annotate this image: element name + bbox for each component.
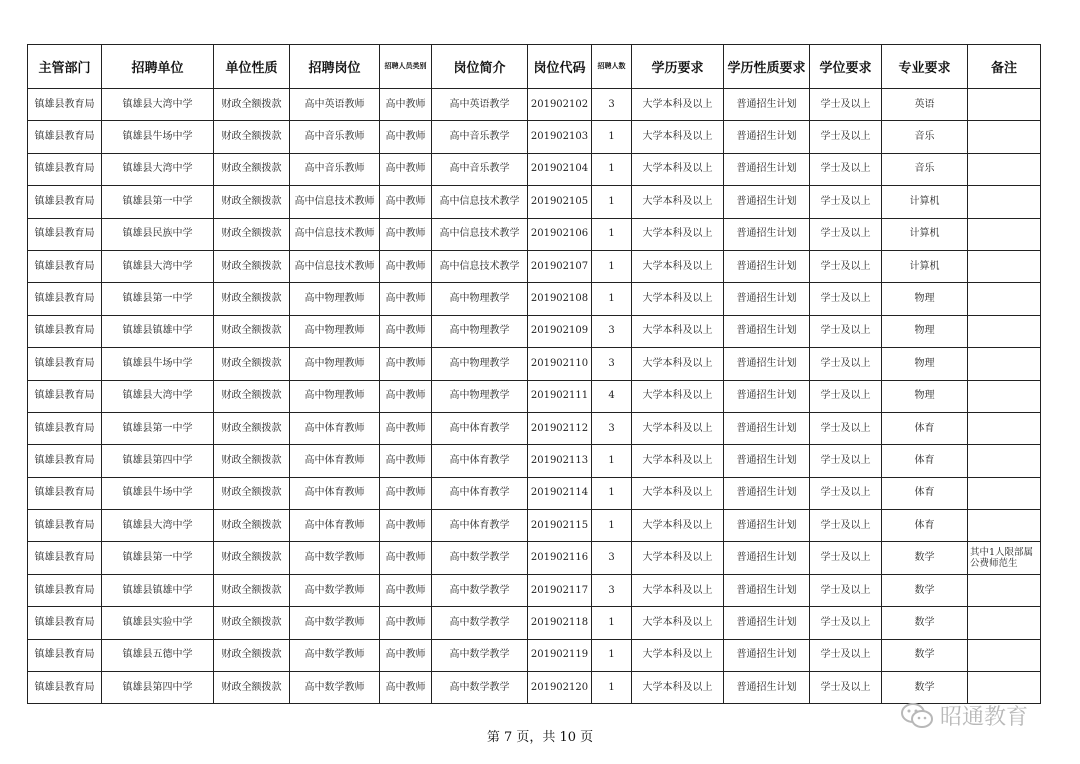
table-cell: 高中信息技术教学 <box>432 250 528 282</box>
table-cell: 高中教师 <box>380 380 432 412</box>
table-cell: 学士及以上 <box>810 250 882 282</box>
column-header: 招聘人数 <box>592 45 632 89</box>
table-cell <box>968 186 1041 218</box>
column-header: 专业要求 <box>882 45 968 89</box>
table-cell: 体育 <box>882 510 968 542</box>
table-cell: 201902120 <box>528 672 592 704</box>
column-header: 岗位简介 <box>432 45 528 89</box>
table-cell: 财政全额拨款 <box>214 186 290 218</box>
table-cell: 财政全额拨款 <box>214 89 290 121</box>
table-cell: 财政全额拨款 <box>214 121 290 153</box>
table-cell: 201902103 <box>528 121 592 153</box>
table-cell: 镇雄县大湾中学 <box>102 89 214 121</box>
table-cell: 镇雄县第一中学 <box>102 542 214 574</box>
table-cell <box>968 607 1041 639</box>
table-cell: 财政全额拨款 <box>214 153 290 185</box>
table-cell: 财政全额拨款 <box>214 477 290 509</box>
table-cell: 高中教师 <box>380 121 432 153</box>
table-cell: 普通招生计划 <box>724 315 810 347</box>
table-cell: 体育 <box>882 445 968 477</box>
table-cell <box>968 477 1041 509</box>
table-cell: 镇雄县第四中学 <box>102 672 214 704</box>
table-cell: 高中音乐教学 <box>432 153 528 185</box>
table-cell: 3 <box>592 89 632 121</box>
table-cell: 计算机 <box>882 250 968 282</box>
table-cell: 高中数学教师 <box>290 639 380 671</box>
table-cell: 普通招生计划 <box>724 380 810 412</box>
table-cell: 学士及以上 <box>810 445 882 477</box>
table-cell <box>968 639 1041 671</box>
table-cell: 普通招生计划 <box>724 412 810 444</box>
table-cell: 学士及以上 <box>810 607 882 639</box>
table-cell: 201902109 <box>528 315 592 347</box>
table-cell: 201902113 <box>528 445 592 477</box>
table-cell: 201902118 <box>528 607 592 639</box>
table-row <box>28 348 1041 380</box>
table-cell: 财政全额拨款 <box>214 574 290 606</box>
table-cell: 高中教师 <box>380 639 432 671</box>
table-cell <box>968 348 1041 380</box>
table-cell: 高中教师 <box>380 283 432 315</box>
table-cell: 普通招生计划 <box>724 607 810 639</box>
table-cell: 镇雄县大湾中学 <box>102 153 214 185</box>
table-cell: 大学本科及以上 <box>632 121 724 153</box>
table-cell: 201902117 <box>528 574 592 606</box>
table-cell: 高中教师 <box>380 542 432 574</box>
table-cell: 大学本科及以上 <box>632 607 724 639</box>
wechat-icon <box>900 702 934 730</box>
table-cell: 镇雄县教育局 <box>28 153 102 185</box>
table-cell: 镇雄县第一中学 <box>102 186 214 218</box>
table-cell: 普通招生计划 <box>724 445 810 477</box>
table-cell: 大学本科及以上 <box>632 153 724 185</box>
table-cell: 普通招生计划 <box>724 510 810 542</box>
table-cell: 高中数学教师 <box>290 672 380 704</box>
table-cell: 镇雄县实验中学 <box>102 607 214 639</box>
table-cell: 音乐 <box>882 153 968 185</box>
table-row <box>28 250 1041 282</box>
table-cell: 1 <box>592 477 632 509</box>
table-row <box>28 639 1041 671</box>
table-cell <box>968 153 1041 185</box>
table-cell: 镇雄县教育局 <box>28 89 102 121</box>
table-cell: 英语 <box>882 89 968 121</box>
table-cell: 大学本科及以上 <box>632 218 724 250</box>
column-header: 招聘单位 <box>102 45 214 89</box>
table-cell: 镇雄县教育局 <box>28 380 102 412</box>
table-cell: 201902112 <box>528 412 592 444</box>
table-cell: 镇雄县教育局 <box>28 607 102 639</box>
table-cell: 镇雄县镇雄中学 <box>102 574 214 606</box>
table-cell: 镇雄县第一中学 <box>102 412 214 444</box>
table-cell: 学士及以上 <box>810 477 882 509</box>
table-cell: 1 <box>592 153 632 185</box>
table-cell <box>968 250 1041 282</box>
table-cell: 镇雄县大湾中学 <box>102 510 214 542</box>
table-cell <box>968 315 1041 347</box>
table-cell: 1 <box>592 672 632 704</box>
table-cell: 3 <box>592 348 632 380</box>
table-cell: 3 <box>592 315 632 347</box>
table-cell: 财政全额拨款 <box>214 315 290 347</box>
table-row <box>28 510 1041 542</box>
table-cell: 普通招生计划 <box>724 153 810 185</box>
table-cell: 201902114 <box>528 477 592 509</box>
table-cell: 高中物理教学 <box>432 315 528 347</box>
table-cell: 学士及以上 <box>810 542 882 574</box>
table-cell <box>968 121 1041 153</box>
table-row <box>28 89 1041 121</box>
table-cell: 高中英语教师 <box>290 89 380 121</box>
table-cell: 高中教师 <box>380 348 432 380</box>
table-cell: 数学 <box>882 639 968 671</box>
table-cell: 高中体育教师 <box>290 510 380 542</box>
table-row <box>28 218 1041 250</box>
table-cell: 大学本科及以上 <box>632 89 724 121</box>
table-cell: 物理 <box>882 380 968 412</box>
table-cell: 学士及以上 <box>810 315 882 347</box>
table-row <box>28 607 1041 639</box>
table-row <box>28 121 1041 153</box>
table-cell: 财政全额拨款 <box>214 445 290 477</box>
table-cell <box>968 445 1041 477</box>
watermark-text: 昭通教育 <box>940 705 1029 730</box>
table-cell: 201902119 <box>528 639 592 671</box>
table-cell: 数学 <box>882 574 968 606</box>
table-cell: 高中教师 <box>380 412 432 444</box>
table-cell: 高中音乐教师 <box>290 153 380 185</box>
table-cell: 镇雄县大湾中学 <box>102 250 214 282</box>
table-cell: 大学本科及以上 <box>632 542 724 574</box>
table-cell: 高中数学教学 <box>432 574 528 606</box>
table-cell: 财政全额拨款 <box>214 672 290 704</box>
table-cell: 大学本科及以上 <box>632 250 724 282</box>
table-cell: 镇雄县教育局 <box>28 542 102 574</box>
recruitment-table-sheet <box>27 44 1040 704</box>
table-cell <box>968 380 1041 412</box>
table-cell: 镇雄县教育局 <box>28 315 102 347</box>
table-cell: 1 <box>592 510 632 542</box>
table-row <box>28 186 1041 218</box>
table-cell: 201902105 <box>528 186 592 218</box>
table-cell: 高中信息技术教学 <box>432 186 528 218</box>
table-cell: 高中教师 <box>380 672 432 704</box>
table-cell: 201902116 <box>528 542 592 574</box>
table-cell: 计算机 <box>882 186 968 218</box>
table-cell: 镇雄县牛场中学 <box>102 348 214 380</box>
table-cell: 学士及以上 <box>810 153 882 185</box>
page-footer: 第 7 页，共 10 页 <box>486 730 594 745</box>
table-cell: 学士及以上 <box>810 283 882 315</box>
table-row <box>28 477 1041 509</box>
table-cell: 学士及以上 <box>810 380 882 412</box>
table-cell: 普通招生计划 <box>724 121 810 153</box>
table-row <box>28 315 1041 347</box>
table-cell: 学士及以上 <box>810 639 882 671</box>
table-cell: 财政全额拨款 <box>214 283 290 315</box>
table-cell: 高中音乐教学 <box>432 121 528 153</box>
table-cell: 镇雄县教育局 <box>28 445 102 477</box>
table-cell: 4 <box>592 380 632 412</box>
table-cell: 镇雄县牛场中学 <box>102 121 214 153</box>
table-cell: 学士及以上 <box>810 89 882 121</box>
table-cell: 镇雄县教育局 <box>28 477 102 509</box>
table-cell <box>968 510 1041 542</box>
table-cell <box>968 89 1041 121</box>
table-cell: 镇雄县教育局 <box>28 510 102 542</box>
table-cell: 高中教师 <box>380 574 432 606</box>
table-cell: 大学本科及以上 <box>632 445 724 477</box>
table-cell: 普通招生计划 <box>724 477 810 509</box>
table-row <box>28 542 1041 574</box>
table-cell: 物理 <box>882 348 968 380</box>
table-cell: 201902108 <box>528 283 592 315</box>
table-row <box>28 445 1041 477</box>
table-cell: 学士及以上 <box>810 218 882 250</box>
table-cell: 201902107 <box>528 250 592 282</box>
table-cell: 高中教师 <box>380 89 432 121</box>
column-header: 学历要求 <box>632 45 724 89</box>
table-cell: 大学本科及以上 <box>632 412 724 444</box>
table-cell: 普通招生计划 <box>724 542 810 574</box>
table-row <box>28 672 1041 704</box>
table-cell: 普通招生计划 <box>724 672 810 704</box>
table-cell: 财政全额拨款 <box>214 380 290 412</box>
table-cell: 学士及以上 <box>810 672 882 704</box>
table-cell: 普通招生计划 <box>724 639 810 671</box>
table-row <box>28 283 1041 315</box>
table-cell: 普通招生计划 <box>724 574 810 606</box>
table-cell: 高中教师 <box>380 153 432 185</box>
table-cell: 大学本科及以上 <box>632 315 724 347</box>
table-cell: 学士及以上 <box>810 574 882 606</box>
table-cell: 镇雄县大湾中学 <box>102 380 214 412</box>
table-cell: 财政全额拨款 <box>214 218 290 250</box>
table-cell <box>968 574 1041 606</box>
table-cell: 镇雄县牛场中学 <box>102 477 214 509</box>
table-cell: 物理 <box>882 315 968 347</box>
table-row <box>28 153 1041 185</box>
table-cell: 普通招生计划 <box>724 89 810 121</box>
table-cell: 其中1人限部属公费师范生 <box>968 542 1041 574</box>
table-cell: 201902102 <box>528 89 592 121</box>
table-cell <box>968 412 1041 444</box>
table-cell: 高中物理教学 <box>432 348 528 380</box>
table-cell: 1 <box>592 250 632 282</box>
table-cell: 数学 <box>882 542 968 574</box>
table-cell <box>968 218 1041 250</box>
column-header: 招聘人员类别 <box>380 45 432 89</box>
table-cell: 高中数学教学 <box>432 607 528 639</box>
table-cell: 高中体育教师 <box>290 477 380 509</box>
table-cell: 镇雄县教育局 <box>28 250 102 282</box>
table-cell: 镇雄县第一中学 <box>102 283 214 315</box>
table-cell: 3 <box>592 574 632 606</box>
column-header: 招聘岗位 <box>290 45 380 89</box>
table-cell: 财政全额拨款 <box>214 607 290 639</box>
table-cell: 高中体育教学 <box>432 477 528 509</box>
table-cell: 镇雄县教育局 <box>28 672 102 704</box>
table-cell: 1 <box>592 639 632 671</box>
table-cell: 学士及以上 <box>810 412 882 444</box>
table-cell: 镇雄县镇雄中学 <box>102 315 214 347</box>
table-cell: 镇雄县教育局 <box>28 121 102 153</box>
table-cell: 镇雄县民族中学 <box>102 218 214 250</box>
table-cell: 高中数学教师 <box>290 574 380 606</box>
table-cell: 1 <box>592 607 632 639</box>
watermark <box>900 700 1028 731</box>
table-cell: 3 <box>592 412 632 444</box>
table-cell: 高中教师 <box>380 250 432 282</box>
table-cell: 学士及以上 <box>810 510 882 542</box>
table-cell: 高中英语教学 <box>432 89 528 121</box>
table-cell: 高中体育教学 <box>432 445 528 477</box>
table-cell <box>968 283 1041 315</box>
table-cell: 201902104 <box>528 153 592 185</box>
table-cell: 镇雄县教育局 <box>28 283 102 315</box>
table-cell: 高中数学教学 <box>432 639 528 671</box>
table-cell: 1 <box>592 445 632 477</box>
table-cell: 镇雄县教育局 <box>28 218 102 250</box>
table-cell: 数学 <box>882 672 968 704</box>
table-cell: 财政全额拨款 <box>214 412 290 444</box>
table-cell: 镇雄县教育局 <box>28 574 102 606</box>
table-cell: 镇雄县教育局 <box>28 186 102 218</box>
table-cell: 镇雄县教育局 <box>28 412 102 444</box>
table-cell: 高中数学教学 <box>432 542 528 574</box>
table-cell: 1 <box>592 121 632 153</box>
table-cell: 体育 <box>882 477 968 509</box>
table-cell: 普通招生计划 <box>724 348 810 380</box>
table-cell: 镇雄县教育局 <box>28 348 102 380</box>
table-cell: 高中物理教师 <box>290 283 380 315</box>
table-cell: 镇雄县五德中学 <box>102 639 214 671</box>
table-cell: 普通招生计划 <box>724 250 810 282</box>
table-cell: 高中数学教学 <box>432 672 528 704</box>
table-cell: 数学 <box>882 607 968 639</box>
table-cell: 高中信息技术教学 <box>432 218 528 250</box>
table-cell: 高中教师 <box>380 477 432 509</box>
table-cell: 201902111 <box>528 380 592 412</box>
table-cell: 普通招生计划 <box>724 186 810 218</box>
table-cell: 财政全额拨款 <box>214 542 290 574</box>
table-cell: 普通招生计划 <box>724 218 810 250</box>
table-cell: 大学本科及以上 <box>632 348 724 380</box>
column-header: 学位要求 <box>810 45 882 89</box>
table-cell: 财政全额拨款 <box>214 639 290 671</box>
table-body <box>28 89 1041 704</box>
table-cell: 大学本科及以上 <box>632 639 724 671</box>
table-cell: 高中体育教学 <box>432 510 528 542</box>
table-cell: 高中教师 <box>380 315 432 347</box>
table-cell: 201902110 <box>528 348 592 380</box>
table-cell: 高中物理教学 <box>432 380 528 412</box>
table-cell: 高中教师 <box>380 218 432 250</box>
table-cell: 高中物理教师 <box>290 380 380 412</box>
table-cell: 物理 <box>882 283 968 315</box>
table-header <box>28 45 1041 89</box>
table-cell: 镇雄县第四中学 <box>102 445 214 477</box>
table-cell: 大学本科及以上 <box>632 477 724 509</box>
table-cell: 3 <box>592 542 632 574</box>
table-cell: 大学本科及以上 <box>632 574 724 606</box>
table-cell: 201902106 <box>528 218 592 250</box>
table-cell: 高中数学教师 <box>290 607 380 639</box>
table-cell: 1 <box>592 186 632 218</box>
table-cell: 高中物理教师 <box>290 315 380 347</box>
table-cell: 学士及以上 <box>810 121 882 153</box>
table-cell: 高中体育教师 <box>290 445 380 477</box>
table-cell: 高中音乐教师 <box>290 121 380 153</box>
table-cell: 高中体育教学 <box>432 412 528 444</box>
table-cell: 大学本科及以上 <box>632 672 724 704</box>
table-cell: 高中体育教师 <box>290 412 380 444</box>
column-header: 单位性质 <box>214 45 290 89</box>
table-cell: 高中数学教师 <box>290 542 380 574</box>
table-cell: 高中信息技术教师 <box>290 186 380 218</box>
table-cell: 高中物理教师 <box>290 348 380 380</box>
table-cell: 大学本科及以上 <box>632 283 724 315</box>
table-row <box>28 574 1041 606</box>
table-cell: 学士及以上 <box>810 348 882 380</box>
column-header: 主管部门 <box>28 45 102 89</box>
table-cell: 1 <box>592 283 632 315</box>
recruitment-table <box>27 44 1041 704</box>
table-cell: 体育 <box>882 412 968 444</box>
table-cell: 大学本科及以上 <box>632 186 724 218</box>
table-cell: 计算机 <box>882 218 968 250</box>
table-cell: 镇雄县教育局 <box>28 639 102 671</box>
table-cell: 高中物理教学 <box>432 283 528 315</box>
column-header: 备注 <box>968 45 1041 89</box>
table-cell: 大学本科及以上 <box>632 380 724 412</box>
table-cell: 大学本科及以上 <box>632 510 724 542</box>
table-cell: 高中教师 <box>380 445 432 477</box>
table-cell: 财政全额拨款 <box>214 510 290 542</box>
table-row <box>28 412 1041 444</box>
table-cell: 高中教师 <box>380 607 432 639</box>
column-header: 学历性质要求 <box>724 45 810 89</box>
table-cell: 高中教师 <box>380 510 432 542</box>
table-cell: 高中信息技术教师 <box>290 250 380 282</box>
table-cell: 高中信息技术教师 <box>290 218 380 250</box>
header-row <box>28 45 1041 89</box>
table-cell: 普通招生计划 <box>724 283 810 315</box>
table-cell: 1 <box>592 218 632 250</box>
table-cell: 学士及以上 <box>810 186 882 218</box>
table-cell: 音乐 <box>882 121 968 153</box>
table-cell: 财政全额拨款 <box>214 348 290 380</box>
table-cell: 财政全额拨款 <box>214 250 290 282</box>
column-header: 岗位代码 <box>528 45 592 89</box>
table-cell: 201902115 <box>528 510 592 542</box>
table-row <box>28 380 1041 412</box>
table-cell: 高中教师 <box>380 186 432 218</box>
